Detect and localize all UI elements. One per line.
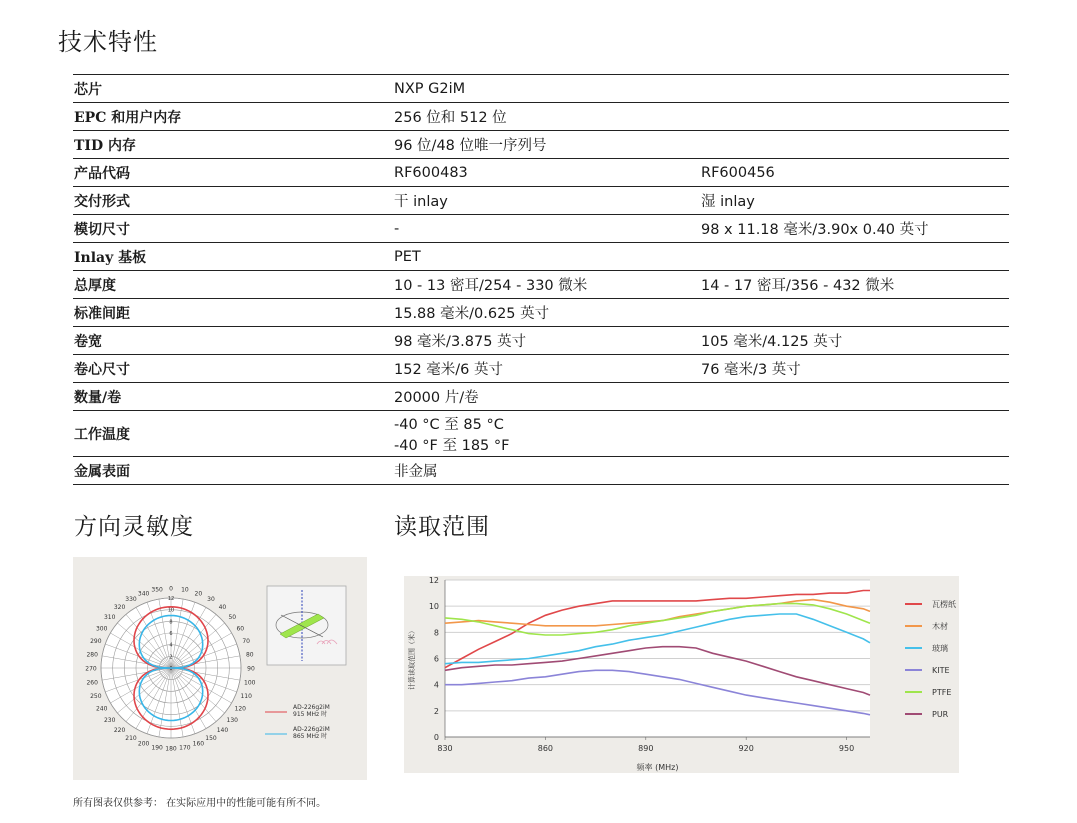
legend-label: 木材: [932, 622, 948, 631]
legend-label: 玻璃: [932, 644, 948, 653]
polar-angle-label: 90: [247, 665, 255, 673]
spec-row: [73, 187, 1009, 215]
spec-row: [73, 75, 1009, 103]
spec-row: [73, 457, 1009, 485]
spec-value-alt: [701, 75, 1009, 103]
spec-label: EPC 和用户内存: [74, 109, 182, 126]
read-range-chart-panel: [404, 576, 959, 773]
spec-label: 标准间距: [74, 305, 130, 322]
spec-value-alt: 76 毫米/3 英寸: [701, 362, 801, 378]
polar-legend-label: 915 MHz 时: [293, 711, 328, 718]
spec-table: [73, 74, 1009, 485]
x-tick-label: 860: [537, 744, 554, 753]
polar-angle-label: 140: [216, 726, 229, 734]
polar-angle-label: 290: [90, 638, 102, 646]
polar-angle-label: 260: [86, 679, 98, 687]
polar-angle-label: 10: [181, 586, 189, 594]
spec-value-alt: [701, 243, 1009, 271]
spec-value-alt: 湿 inlay: [701, 194, 755, 210]
polar-angle-label: 50: [228, 614, 237, 622]
polar-angle-label: 220: [113, 726, 126, 734]
tag-orientation-icon: [267, 586, 346, 665]
x-tick-label: 890: [638, 744, 654, 753]
spec-value: 96 位/48 位唯一序列号: [394, 138, 547, 154]
polar-angle-label: 100: [244, 679, 256, 687]
spec-label: 总厚度: [74, 277, 116, 294]
polar-angle-label: 350: [151, 586, 163, 594]
polar-angle-label: 300: [95, 625, 108, 633]
spec-row: [73, 299, 1009, 327]
spec-value: RF600483: [394, 164, 468, 181]
polar-angle-label: 310: [103, 614, 116, 622]
spec-value-alt: RF600456: [701, 164, 775, 181]
spec-label: Inlay 基板: [74, 249, 147, 266]
legend-label: PTFE: [932, 688, 952, 697]
polar-radial-label: 10: [167, 607, 175, 614]
spec-value: 15.88 毫米/0.625 英寸: [394, 306, 550, 322]
polar-radial-label: 0: [169, 666, 173, 672]
spec-row: [73, 243, 1009, 271]
polar-angle-label: 0: [169, 585, 173, 593]
polar-angle-label: 110: [240, 692, 252, 700]
polar-legend-label: AD-226g2iM: [293, 726, 330, 733]
spec-row: [73, 271, 1009, 299]
directional-chart-panel: [73, 557, 367, 780]
read-range-line-chart: [404, 576, 959, 773]
footnote: 所有图表仅供参考： 在实际应用中的性能可能有所不同。: [73, 798, 327, 809]
polar-angle-label: 280: [86, 651, 98, 659]
spec-value: PET: [394, 248, 421, 265]
polar-angle-label: 270: [85, 665, 97, 673]
polar-angle-label: 210: [125, 734, 137, 742]
polar-angle-label: 240: [95, 705, 108, 713]
polar-angle-label: 250: [90, 692, 102, 700]
y-tick-label: 4: [433, 680, 439, 690]
spec-row: [73, 159, 1009, 187]
polar-legend-label: 865 MHz 时: [293, 733, 328, 740]
spec-label: 数量/卷: [74, 389, 122, 406]
x-tick-label: 920: [738, 744, 754, 753]
polar-angle-label: 170: [179, 744, 191, 752]
spec-value-alt: [701, 457, 1009, 485]
spec-value-alt: [701, 131, 1009, 159]
polar-radial-label: 8: [169, 619, 173, 626]
y-tick-label: 10: [428, 602, 439, 612]
spec-value-alt: [701, 411, 1009, 457]
spec-row: [73, 103, 1009, 131]
polar-angle-label: 320: [113, 604, 126, 612]
polar-angle-label: 200: [137, 740, 150, 748]
directional-sensitivity-heading: 方向灵敏度: [74, 514, 194, 540]
x-axis-label: 频率 (MHz): [636, 763, 679, 772]
read-range-heading: 读取范围: [394, 514, 490, 540]
spec-label: 工作温度: [74, 426, 130, 443]
page-title: 技术特性: [58, 28, 158, 56]
y-tick-label: 2: [433, 706, 439, 716]
spec-value: 256 位和 512 位: [394, 110, 507, 126]
legend-label: KITE: [932, 666, 950, 675]
spec-row: [73, 411, 1009, 457]
spec-label: 芯片: [74, 81, 102, 98]
legend-label: PUR: [932, 710, 949, 719]
y-tick-label: 0: [433, 733, 439, 742]
spec-label: 卷宽: [74, 333, 102, 350]
spec-value: 20000 片/卷: [394, 390, 479, 406]
polar-radial-label: 6: [169, 631, 173, 637]
spec-value: -: [394, 220, 400, 237]
polar-angle-label: 190: [151, 744, 163, 752]
directional-polar-chart: [73, 557, 367, 780]
y-tick-label: 6: [433, 654, 439, 664]
polar-angle-label: 80: [245, 651, 254, 659]
spec-row: [73, 383, 1009, 411]
polar-angle-label: 150: [205, 734, 217, 742]
polar-angle-label: 180: [165, 745, 177, 753]
spec-value: NXP G2iM: [394, 80, 466, 97]
spec-value: [394, 411, 701, 457]
spec-value: 非金属: [394, 464, 438, 480]
spec-value: 152 毫米/6 英寸: [394, 362, 504, 378]
polar-angle-label: 20: [194, 590, 203, 598]
spec-value-alt: 105 毫米/4.125 英寸: [701, 334, 843, 350]
spec-label: 模切尺寸: [74, 221, 130, 238]
spec-label: 产品代码: [74, 165, 130, 182]
spec-row: [73, 131, 1009, 159]
spec-value-alt: 98 x 11.18 毫米/3.90x 0.40 英寸: [701, 222, 929, 238]
x-tick-label: 830: [437, 744, 453, 753]
spec-label: TID 内存: [74, 137, 136, 154]
polar-legend-label: AD-226g2iM: [293, 704, 330, 711]
spec-value-line: -40 °F 至 185 °F: [394, 437, 510, 454]
spec-value: 干 inlay: [394, 194, 448, 210]
polar-angle-label: 70: [242, 638, 250, 646]
spec-label: 交付形式: [74, 193, 130, 210]
spec-value: 98 毫米/3.875 英寸: [394, 334, 527, 350]
polar-radial-label: 2: [169, 654, 173, 661]
polar-angle-label: 120: [234, 705, 247, 713]
y-tick-label: 12: [428, 576, 439, 585]
polar-angle-label: 60: [236, 625, 245, 633]
spec-value-alt: [701, 103, 1009, 131]
spec-value-alt: [701, 299, 1009, 327]
spec-value-alt: [701, 383, 1009, 411]
polar-angle-label: 230: [103, 716, 116, 724]
y-axis-label: 计算读取范围（米）: [408, 627, 416, 690]
polar-radial-label: 4: [169, 642, 173, 649]
spec-label: 金属表面: [74, 463, 130, 480]
polar-angle-label: 40: [218, 604, 227, 612]
spec-row: [73, 355, 1009, 383]
spec-value-alt: 14 - 17 密耳/356 - 432 微米: [701, 278, 895, 294]
legend-label: 瓦楞纸: [932, 600, 956, 609]
spec-value: 10 - 13 密耳/254 - 330 微米: [394, 278, 588, 294]
polar-angle-label: 160: [192, 740, 205, 748]
x-tick-label: 950: [838, 744, 855, 753]
y-tick-label: 8: [433, 628, 439, 638]
polar-angle-label: 30: [207, 596, 215, 604]
polar-angle-label: 330: [125, 596, 137, 604]
spec-row: [73, 215, 1009, 243]
polar-angle-label: 340: [137, 590, 150, 598]
spec-value-line: -40 °C 至 85 °C: [394, 416, 504, 433]
spec-row: [73, 327, 1009, 355]
polar-radial-label: 12: [167, 596, 175, 602]
spec-label: 卷心尺寸: [74, 361, 130, 378]
polar-angle-label: 130: [226, 716, 239, 724]
